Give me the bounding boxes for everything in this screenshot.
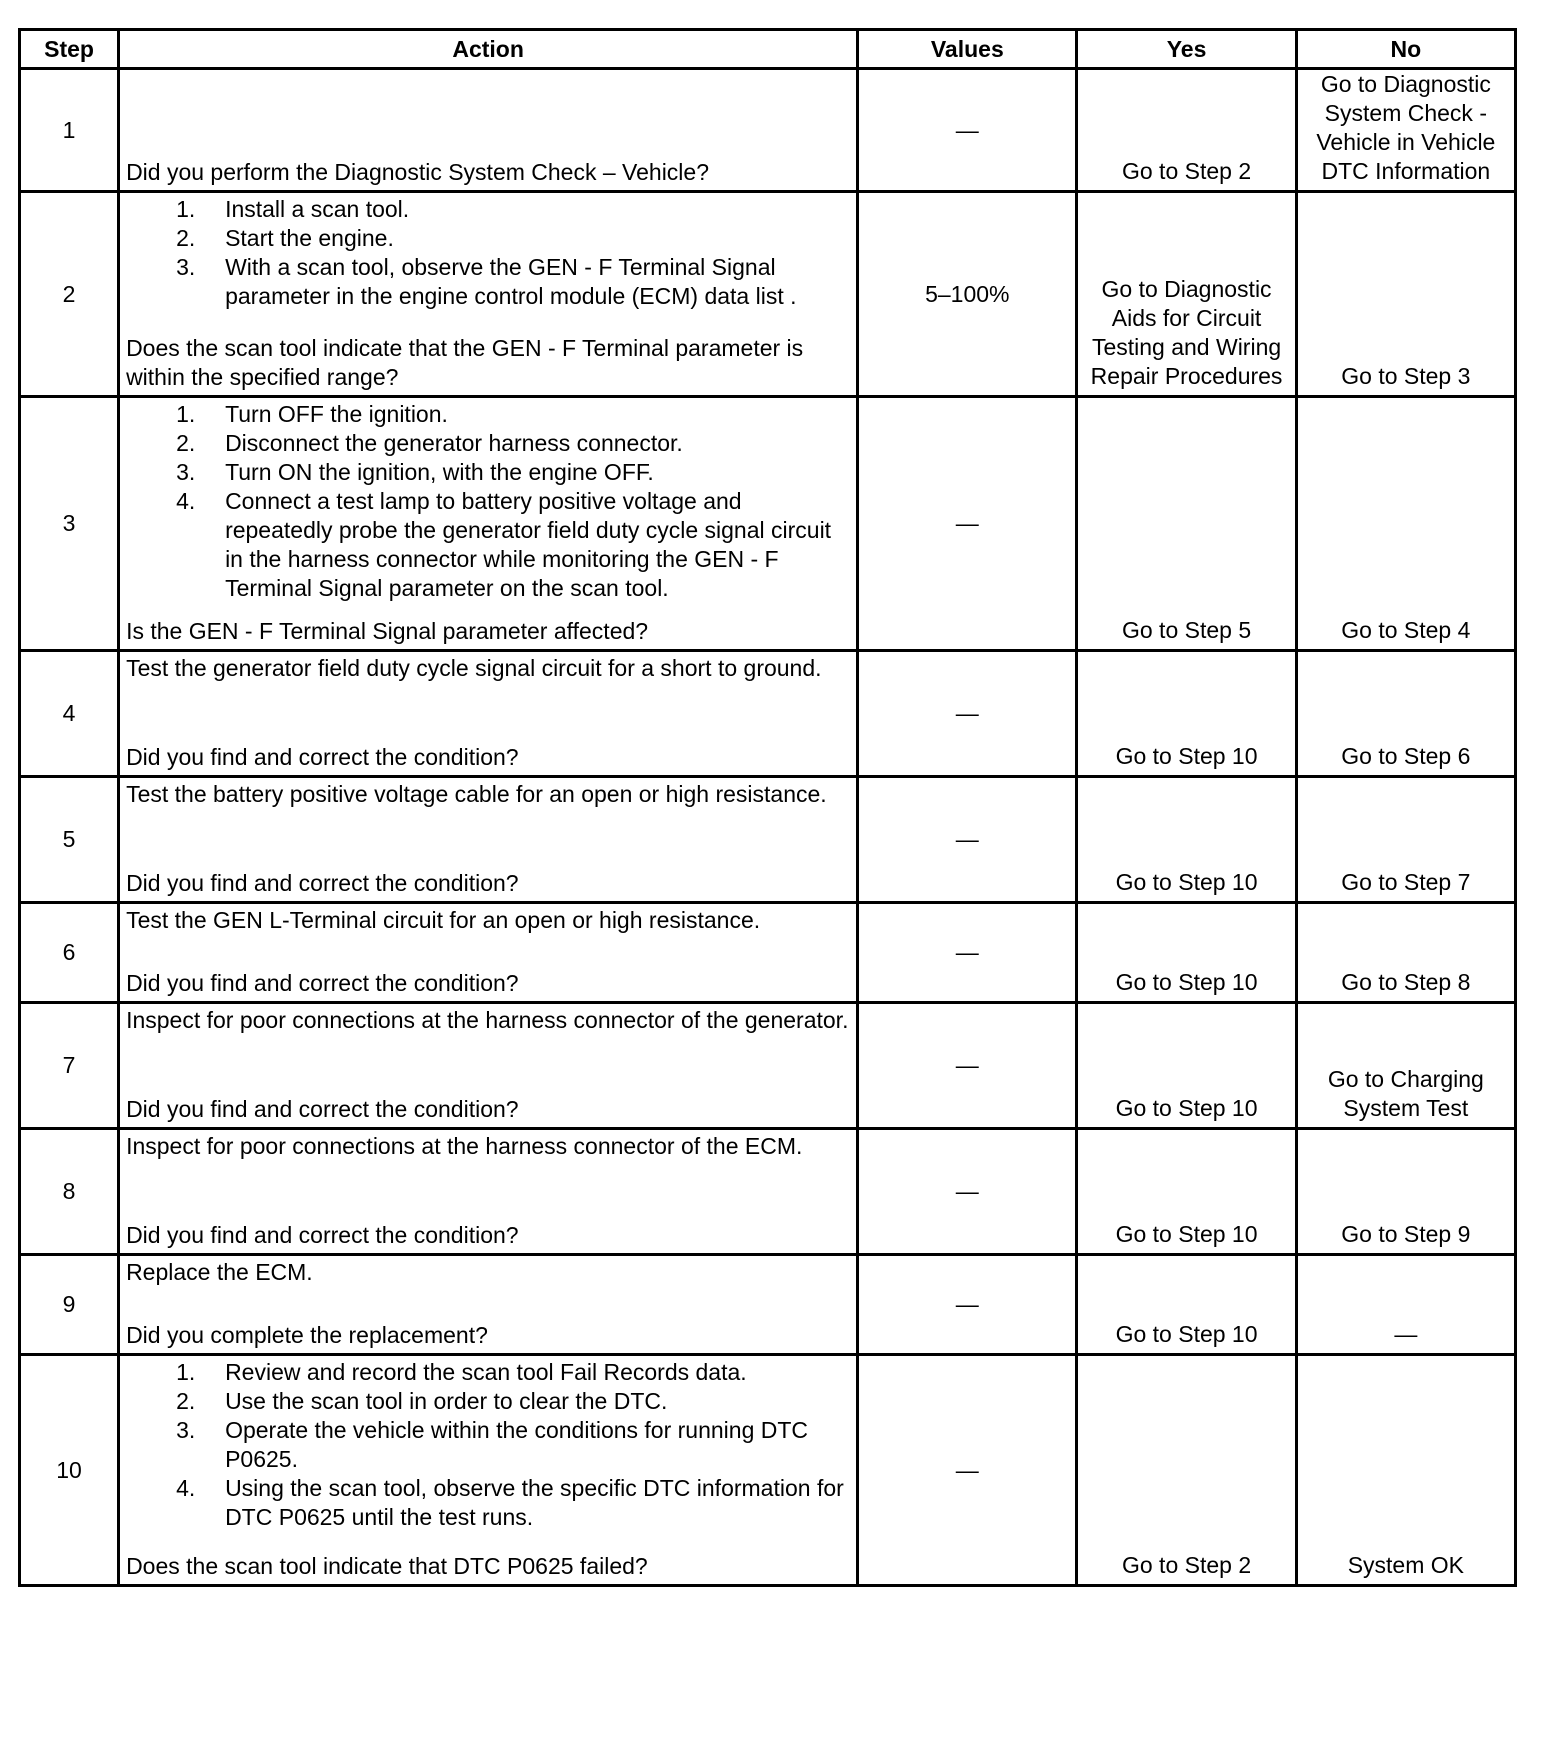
- action-instructions: [126, 906, 850, 935]
- action-content: [126, 195, 850, 392]
- yes-link: Go to Step 10: [1115, 969, 1258, 995]
- step-number: 2: [20, 192, 119, 397]
- step-number: 9: [20, 1255, 119, 1355]
- action-intro: Test the generator field duty cycle signal circuit for a short to ground.: [126, 655, 822, 681]
- action-cell: [119, 1003, 858, 1129]
- value-cell: —: [858, 69, 1077, 192]
- no-cell: [1296, 903, 1515, 1003]
- table-row: [20, 192, 1516, 397]
- yes-cell: [1077, 777, 1296, 903]
- value-cell: —: [858, 777, 1077, 903]
- action-cell: [119, 651, 858, 777]
- step-number: 7: [20, 1003, 119, 1129]
- table-row: [20, 69, 1516, 192]
- no-cell: [1296, 397, 1515, 651]
- action-intro: Inspect for poor connections at the harness connector of the generator.: [126, 1007, 849, 1033]
- table-row: [20, 1255, 1516, 1355]
- yes-cell: [1077, 1355, 1296, 1586]
- value-cell: —: [858, 1003, 1077, 1129]
- header-no: No: [1296, 30, 1515, 69]
- table-row: [20, 397, 1516, 651]
- no-cell: [1296, 1003, 1515, 1129]
- step-item-number: 4.: [176, 1475, 196, 1501]
- yes-link: Go to Step 5: [1121, 617, 1252, 643]
- step-item-text: Turn ON the ignition, with the engine OFF.: [225, 459, 654, 485]
- step-item-number: 2.: [176, 1388, 196, 1414]
- action-content: [126, 654, 850, 772]
- diagnostic-table: [18, 28, 1517, 1587]
- table-body: [20, 69, 1516, 1586]
- action-intro: Test the battery positive voltage cable for an open or high resistance.: [126, 781, 827, 807]
- step-item: [126, 224, 850, 253]
- step-item-number: 1.: [176, 1359, 196, 1385]
- action-instructions: [126, 1132, 850, 1161]
- action-question: Did you find and correct the condition?: [126, 1096, 519, 1122]
- value-cell: 5–100%: [858, 192, 1077, 397]
- action-cell: [119, 69, 858, 192]
- yes-link: Go to Step 10: [1115, 1095, 1258, 1121]
- action-cell: [119, 1355, 858, 1586]
- yes-cell: [1077, 1255, 1296, 1355]
- no-cell: [1296, 69, 1515, 192]
- action-content: [126, 1006, 850, 1124]
- step-item: [126, 1387, 850, 1416]
- step-item-text: Use the scan tool in order to clear the DTC.: [225, 1388, 668, 1414]
- yes-cell: [1077, 1129, 1296, 1255]
- step-item: [126, 1416, 850, 1474]
- step-item-number: 3.: [176, 254, 196, 280]
- table-row: [20, 1129, 1516, 1255]
- no-link: Go to Diagnostic System Check - Vehicle in Vehicle DTC Information: [1316, 71, 1496, 184]
- no-cell: [1296, 1255, 1515, 1355]
- step-item-number: 2.: [176, 430, 196, 456]
- header-step: Step: [20, 30, 119, 69]
- table-row: [20, 777, 1516, 903]
- step-item-text: Turn OFF the ignition.: [225, 401, 448, 427]
- action-cell: [119, 903, 858, 1003]
- step-item: [126, 253, 850, 311]
- action-instructions: [126, 1258, 850, 1287]
- yes-link: Go to Step 2: [1121, 1552, 1252, 1578]
- value-cell: —: [858, 1255, 1077, 1355]
- value-cell: —: [858, 651, 1077, 777]
- no-link: Go to Step 7: [1341, 869, 1471, 895]
- step-number: 10: [20, 1355, 119, 1586]
- table-row: [20, 1355, 1516, 1586]
- action-cell: [119, 1255, 858, 1355]
- step-item-number: 3.: [176, 1417, 196, 1443]
- step-item-number: 2.: [176, 225, 196, 251]
- action-content: [126, 1132, 850, 1250]
- action-content: [126, 1258, 850, 1350]
- header-action: Action: [119, 30, 858, 69]
- header-row: [20, 30, 1516, 69]
- no-cell: [1296, 1355, 1515, 1586]
- yes-cell: [1077, 651, 1296, 777]
- step-item-text: Operate the vehicle within the conditions for running DTC P0625.: [225, 1417, 809, 1472]
- step-item: [126, 195, 850, 224]
- step-item-text: Using the scan tool, observe the specific DTC information for DTC P0625 until the test runs.: [225, 1475, 844, 1530]
- yes-cell: [1077, 1003, 1296, 1129]
- no-cell: [1296, 651, 1515, 777]
- yes-link: Go to Step 10: [1115, 743, 1258, 769]
- yes-cell: [1077, 69, 1296, 192]
- action-question: Does the scan tool indicate that the GEN - F Terminal parameter is within the specified range?: [126, 335, 804, 390]
- action-cell: [119, 397, 858, 651]
- yes-link: Go to Diagnostic Aids for Circuit Testing and Wiring Repair Procedures: [1090, 276, 1283, 389]
- action-content: [126, 906, 850, 998]
- action-intro: Test the GEN L-Terminal circuit for an open or high resistance.: [126, 907, 761, 933]
- step-number: 8: [20, 1129, 119, 1255]
- action-intro: Replace the ECM.: [126, 1259, 313, 1285]
- step-item: [126, 487, 850, 603]
- no-link: Go to Step 8: [1341, 969, 1471, 995]
- action-instructions: [126, 780, 850, 809]
- action-instructions: [126, 1358, 850, 1532]
- value-cell: —: [858, 1355, 1077, 1586]
- action-instructions: [126, 1006, 850, 1035]
- table-row: [20, 651, 1516, 777]
- step-item: [126, 1358, 850, 1387]
- yes-link: Go to Step 2: [1121, 158, 1252, 184]
- action-instructions: [126, 195, 850, 311]
- action-question: Did you find and correct the condition?: [126, 870, 519, 896]
- step-item-number: 3.: [176, 459, 196, 485]
- header-yes: Yes: [1077, 30, 1296, 69]
- action-question: Did you perform the Diagnostic System Check – Vehicle?: [126, 159, 710, 185]
- yes-cell: [1077, 903, 1296, 1003]
- no-link: —: [1394, 1321, 1418, 1347]
- step-item-text: Start the engine.: [225, 225, 394, 251]
- yes-link: Go to Step 10: [1115, 1321, 1258, 1347]
- value-cell: —: [858, 397, 1077, 651]
- action-question: Did you complete the replacement?: [126, 1322, 488, 1348]
- step-item-text: Disconnect the generator harness connector.: [225, 430, 683, 456]
- step-item: [126, 400, 850, 429]
- no-link: Go to Step 9: [1341, 1221, 1471, 1247]
- action-question: Did you find and correct the condition?: [126, 970, 519, 996]
- step-item-text: With a scan tool, observe the GEN - F Terminal Signal parameter in the engine control module (ECM) data list .: [225, 254, 797, 309]
- yes-link: Go to Step 10: [1115, 869, 1258, 895]
- action-content: [126, 780, 850, 898]
- step-item: [126, 458, 850, 487]
- step-item-number: 1.: [176, 401, 196, 427]
- action-question: Does the scan tool indicate that DTC P0625 failed?: [126, 1553, 648, 1579]
- no-cell: [1296, 192, 1515, 397]
- no-cell: [1296, 777, 1515, 903]
- numbered-steps: [126, 1358, 850, 1532]
- value-cell: —: [858, 1129, 1077, 1255]
- no-link: Go to Step 3: [1341, 363, 1471, 389]
- action-content: [126, 400, 850, 646]
- table-row: [20, 1003, 1516, 1129]
- table-row: [20, 903, 1516, 1003]
- numbered-steps: [126, 400, 850, 603]
- header-values: Values: [858, 30, 1077, 69]
- action-question: Did you find and correct the condition?: [126, 744, 519, 770]
- yes-link: Go to Step 10: [1115, 1221, 1258, 1247]
- yes-cell: [1077, 192, 1296, 397]
- action-question: Did you find and correct the condition?: [126, 1222, 519, 1248]
- no-link: Go to Step 6: [1341, 743, 1471, 769]
- step-item: [126, 429, 850, 458]
- action-intro: Inspect for poor connections at the harness connector of the ECM.: [126, 1133, 803, 1159]
- step-item-number: 1.: [176, 196, 196, 222]
- step-number: 1: [20, 69, 119, 192]
- value-cell: —: [858, 903, 1077, 1003]
- step-item-text: Review and record the scan tool Fail Records data.: [225, 1359, 747, 1385]
- action-content: [126, 72, 850, 187]
- step-number: 6: [20, 903, 119, 1003]
- step-item-number: 4.: [176, 488, 196, 514]
- action-content: [126, 1358, 850, 1581]
- no-link: Go to Charging System Test: [1327, 1066, 1484, 1121]
- step-item: [126, 1474, 850, 1532]
- no-cell: [1296, 1129, 1515, 1255]
- action-cell: [119, 1129, 858, 1255]
- action-cell: [119, 192, 858, 397]
- step-number: 5: [20, 777, 119, 903]
- no-link: Go to Step 4: [1341, 617, 1471, 643]
- no-link: System OK: [1347, 1552, 1464, 1578]
- yes-cell: [1077, 397, 1296, 651]
- action-instructions: [126, 400, 850, 603]
- numbered-steps: [126, 195, 850, 311]
- step-number: 4: [20, 651, 119, 777]
- action-question: Is the GEN - F Terminal Signal parameter affected?: [126, 618, 649, 644]
- step-number: 3: [20, 397, 119, 651]
- action-cell: [119, 777, 858, 903]
- step-item-text: Connect a test lamp to battery positive voltage and repeatedly probe the generator field duty cycle signal circuit in the harness connector while monitoring the GEN - F Terminal Signal parameter on the scan tool.: [225, 488, 832, 601]
- step-item-text: Install a scan tool.: [225, 196, 410, 222]
- action-instructions: [126, 654, 850, 683]
